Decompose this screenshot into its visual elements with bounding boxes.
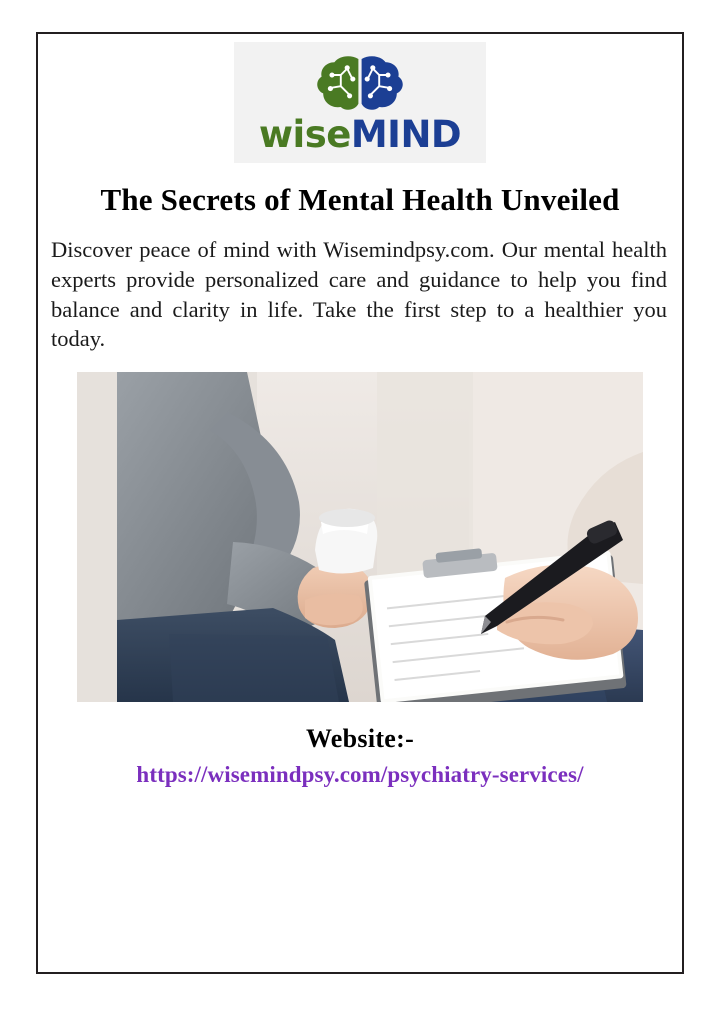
page-title: The Secrets of Mental Health Unveiled bbox=[100, 181, 620, 217]
website-label: Website:- bbox=[305, 724, 415, 754]
brand-logo bbox=[234, 42, 486, 163]
brain-icon bbox=[312, 52, 408, 114]
flyer-content bbox=[46, 42, 674, 964]
brand-wordmark bbox=[234, 113, 486, 156]
body-paragraph: Discover peace of mind with Wisemindpsy.com. Our mental health experts provide personalized care and guidance to help you find balance and clarity in life. Take the first step to a healthier you today. bbox=[51, 236, 667, 352]
brand-wordmark-mind: MIND bbox=[350, 113, 462, 156]
footer bbox=[47, 724, 673, 788]
therapy-session-photo bbox=[77, 372, 643, 702]
website-url-link[interactable]: https://wisemindpsy.com/psychiatry-services/ bbox=[136, 762, 584, 788]
brand-wordmark-wise: wise bbox=[258, 113, 351, 156]
